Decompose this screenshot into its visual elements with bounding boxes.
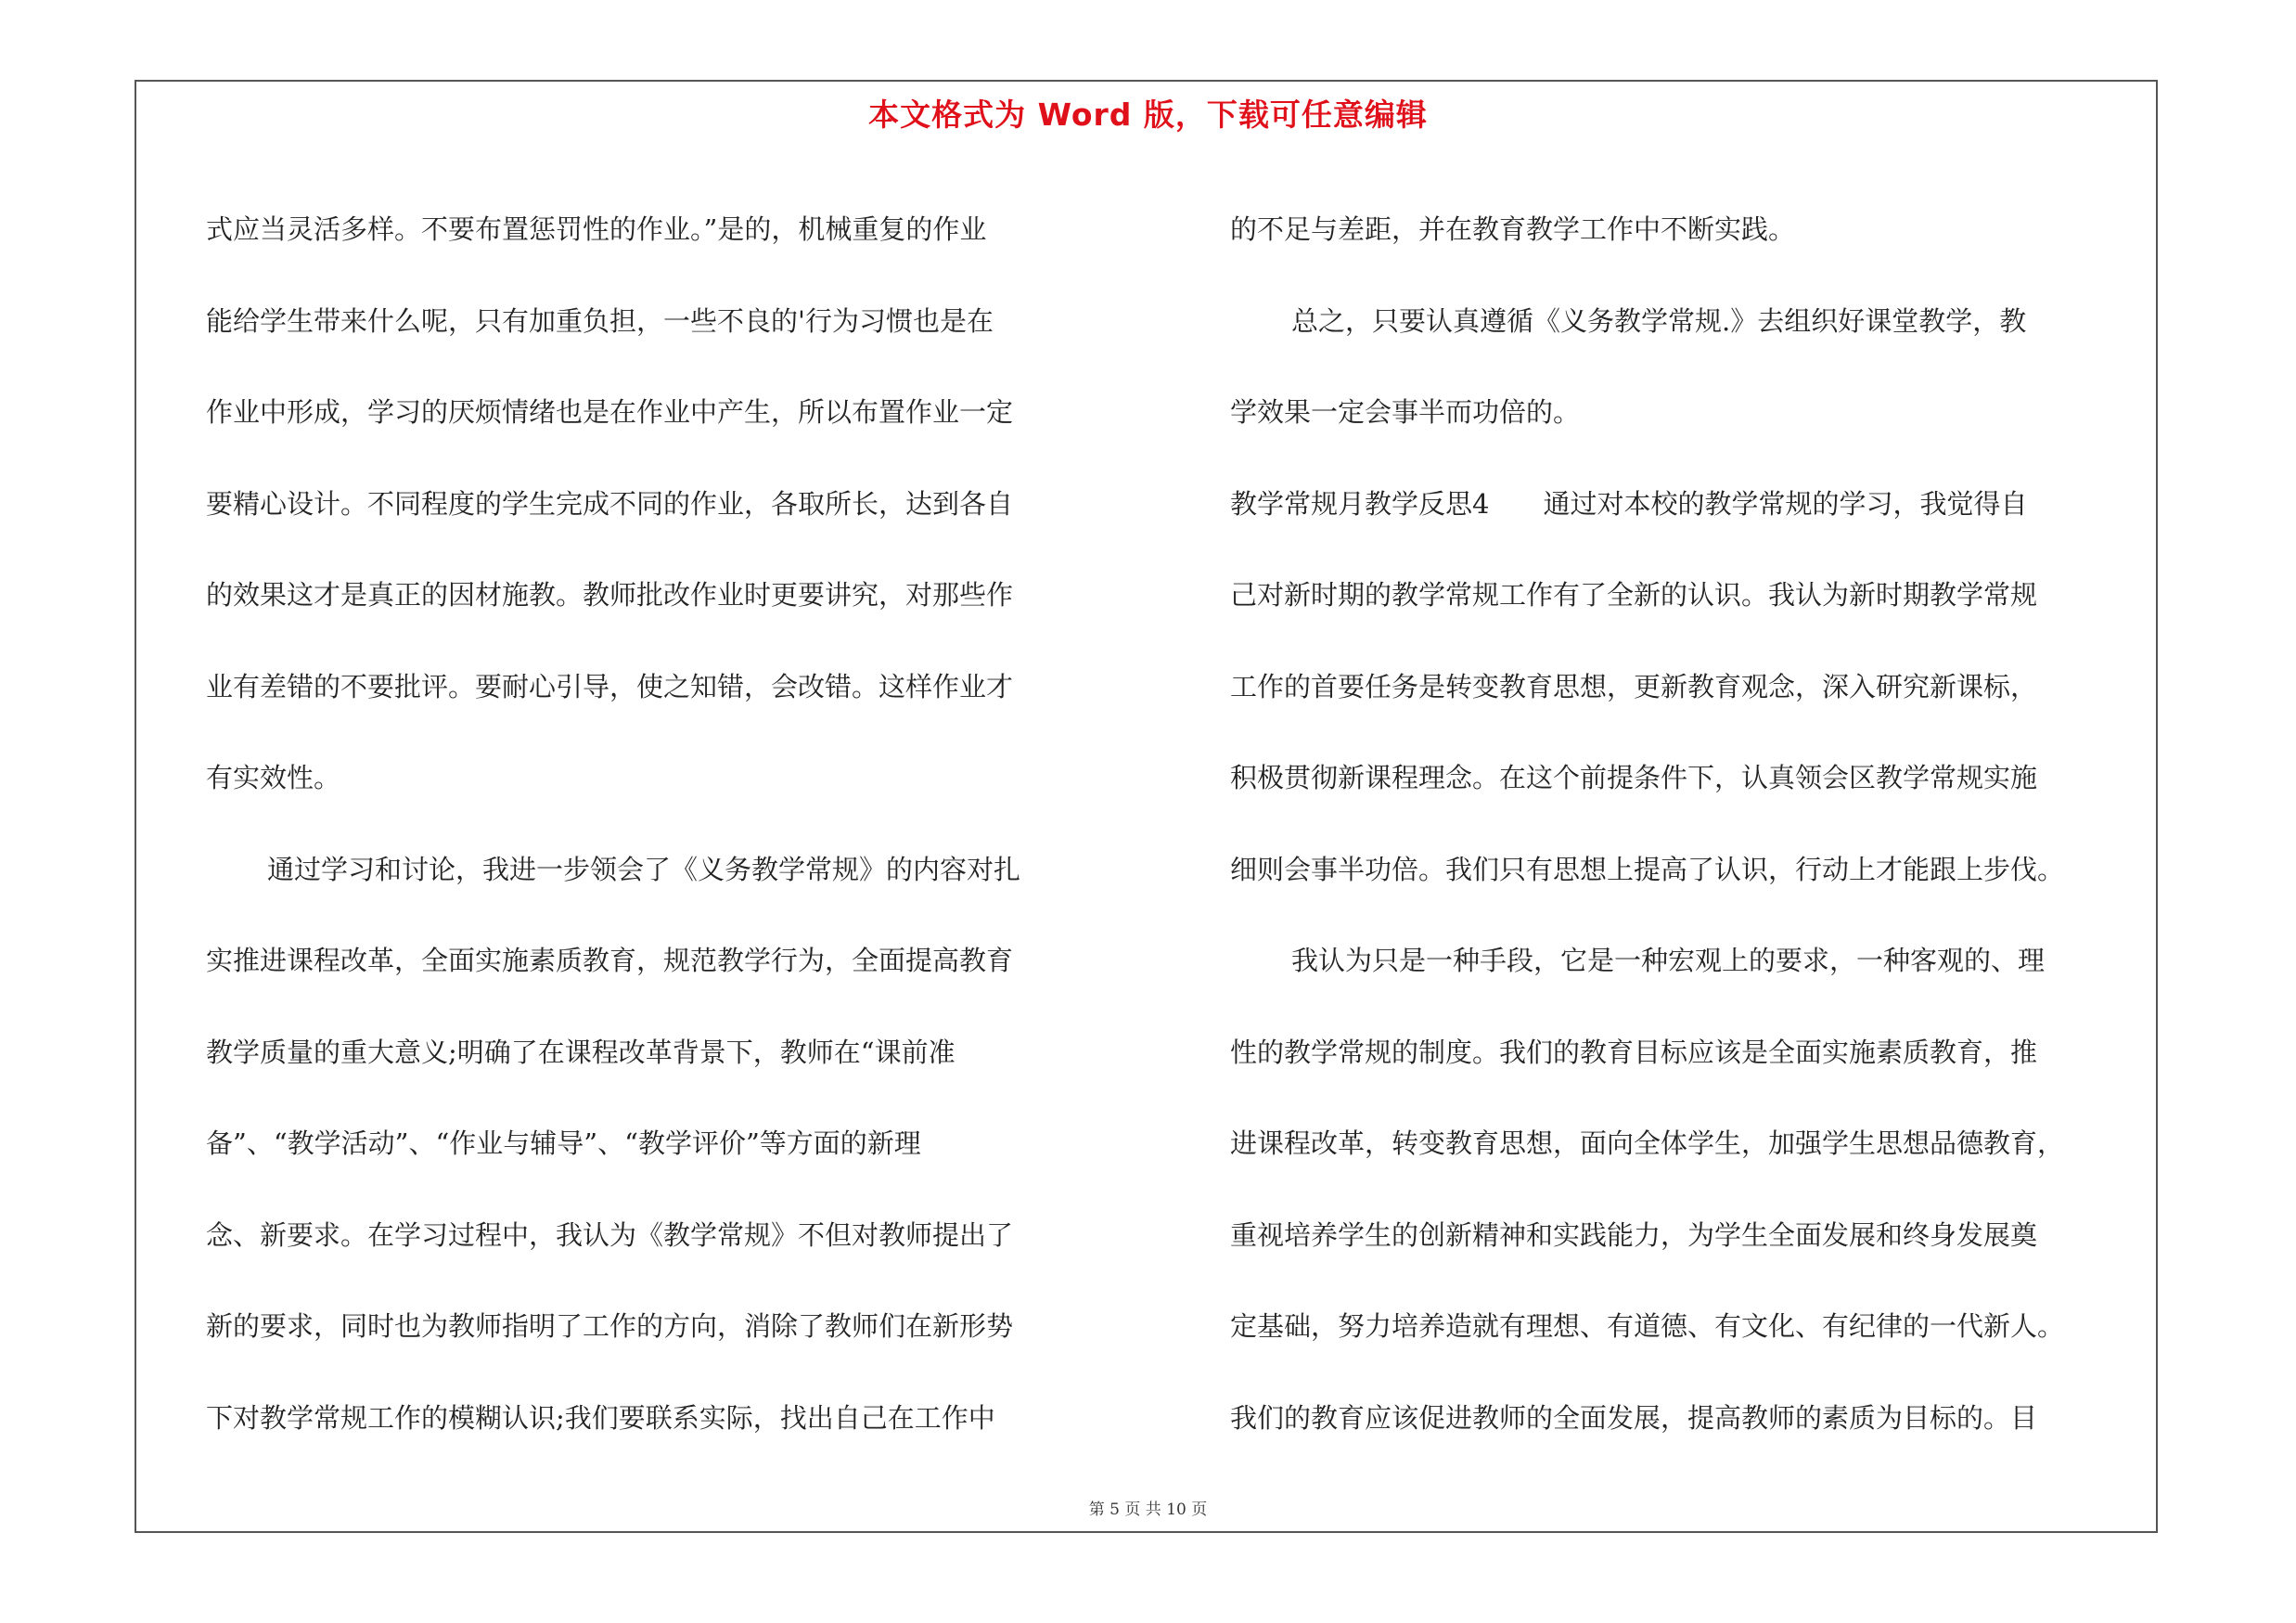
- text-line: 下对教学常规工作的模糊认识;我们要联系实际，找出自己在工作中: [206, 1401, 995, 1434]
- text-line: 细则会事半功倍。我们只有思想上提高了认识，行动上才能跟上步伐。: [1230, 853, 2065, 885]
- text-line: 的不足与差距，并在教育教学工作中不断实践。: [1230, 213, 1796, 245]
- word-format-banner: 本文格式为 Word 版，下载可任意编辑: [868, 97, 1428, 133]
- text-line: 要精心设计。不同程度的学生完成不同的作业，各取所长，达到各自: [206, 487, 1014, 520]
- section-heading-line: 教学常规月教学反思4 通过对本校的教学常规的学习，我觉得自: [1230, 487, 2028, 520]
- text-line: 作业中形成，学习的厌烦情绪也是在作业中产生，所以布置作业一定: [206, 396, 1014, 428]
- paragraph-start-line: 我认为只是一种手段，它是一种宏观上的要求，一种客观的、理: [1291, 945, 2046, 976]
- text-line: 式应当灵活多样。不要布置惩罚性的作业。”是的，机械重复的作业: [206, 213, 987, 245]
- text-line: 实推进课程改革，全面实施素质教育，规范教学行为，全面提高教育: [206, 945, 1014, 976]
- page-number-footer: 第 5 页 共 10 页: [1088, 1501, 1208, 1519]
- text-line: 工作的首要任务是转变教育思想，更新教育观念，深入研究新课标，: [1230, 670, 2038, 702]
- text-line: 性的教学常规的制度。我们的教育目标应该是全面实施素质教育，推: [1230, 1036, 2038, 1068]
- text-line: 己对新时期的教学常规工作有了全新的认识。我认为新时期教学常规: [1230, 579, 2038, 611]
- text-line: 念、新要求。在学习过程中，我认为《教学常规》不但对教师提出了: [206, 1218, 1014, 1251]
- text-line: 新的要求，同时也为教师指明了工作的方向，消除了教师们在新形势: [206, 1310, 1014, 1342]
- text-line: 业有差错的不要批评。要耐心引导，使之知错，会改错。这样作业才: [206, 670, 1014, 702]
- text-line: 进课程改革，转变教育思想，面向全体学生，加强学生思想品德教育，: [1230, 1127, 2065, 1159]
- text-line: 能给学生带来什么呢，只有加重负担，一些不良的'行为习惯也是在: [206, 304, 994, 337]
- right-text-column: [1230, 184, 2158, 1463]
- paragraph-start-line: 通过学习和讨论，我进一步领会了《义务教学常规》的内容对扎: [267, 853, 1021, 885]
- text-line: 教学质量的重大意义;明确了在课程改革背景下，教师在“课前准: [206, 1036, 956, 1068]
- text-line: 定基础，努力培养造就有理想、有道德、有文化、有纪律的一代新人。: [1230, 1310, 2065, 1342]
- text-line: 学效果一定会事半而功倍的。: [1230, 396, 1581, 428]
- paragraph-start-line: 总之，只要认真遵循《义务教学常规.》去组织好课堂教学，教: [1291, 304, 2027, 337]
- text-line: 重视培养学生的创新精神和实践能力，为学生全面发展和终身发展奠: [1230, 1218, 2038, 1251]
- text-line: 备”、“教学活动”、“作业与辅导”、“教学评价”等方面的新理: [206, 1127, 921, 1159]
- text-line: 积极贯彻新课程理念。在这个前提条件下，认真领会区教学常规实施: [1230, 762, 2038, 793]
- left-text-column: [206, 184, 1134, 1463]
- text-line: 有实效性。: [206, 762, 341, 793]
- text-line: 的效果这才是真正的因材施教。教师批改作业时更要讲究，对那些作: [206, 579, 1014, 611]
- text-line: 我们的教育应该促进教师的全面发展，提高教师的素质为目标的。目: [1230, 1401, 2038, 1434]
